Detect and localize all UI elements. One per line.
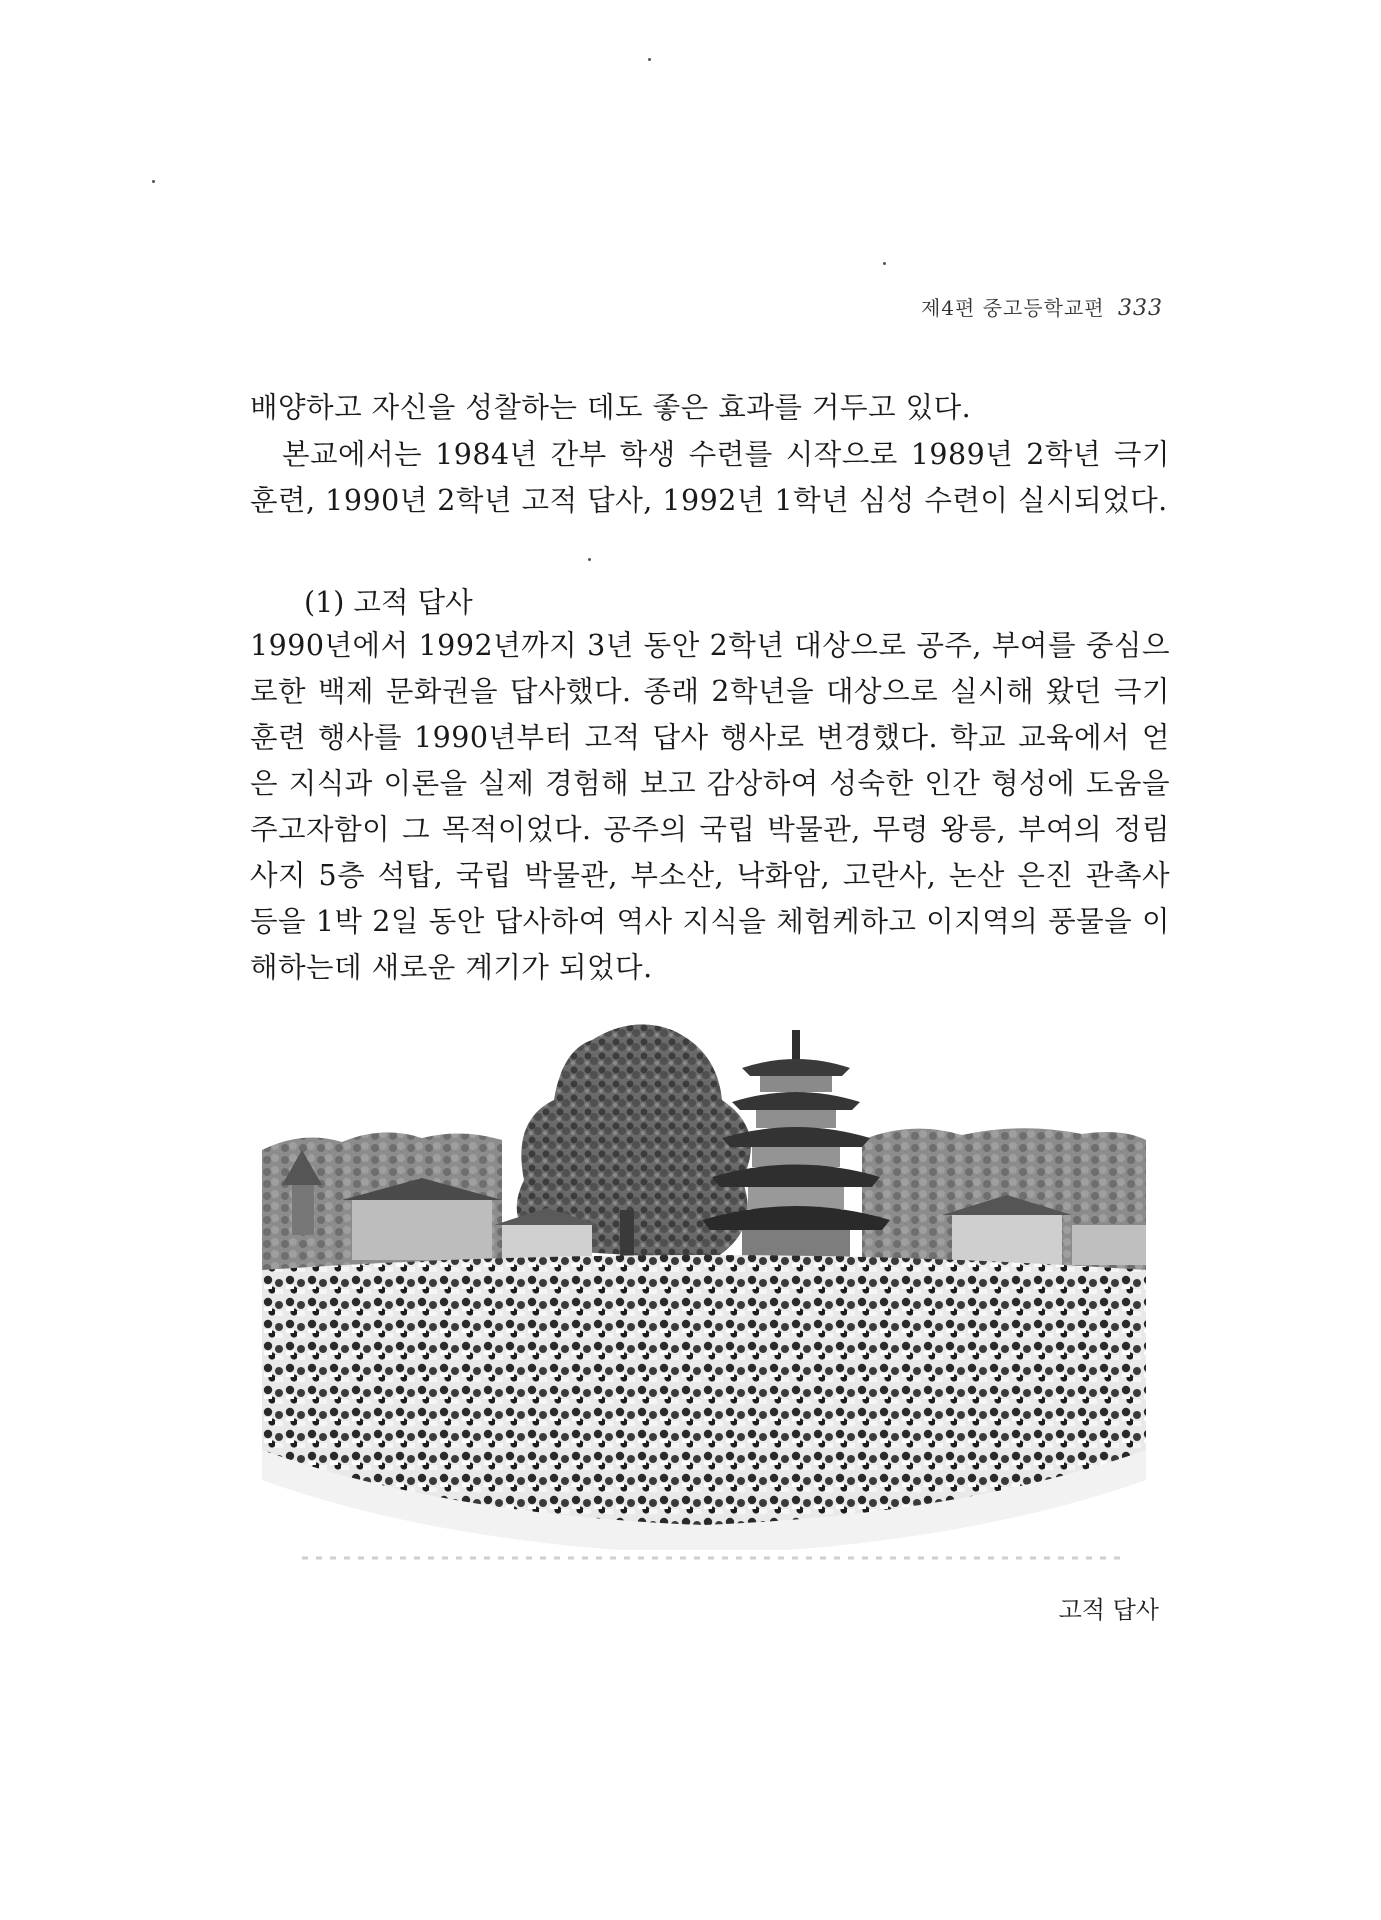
- running-header: [921, 292, 1163, 321]
- field-trip-photo: [262, 1010, 1146, 1572]
- paragraph-continuation: 배양하고 자신을 성찰하는 데도 좋은 효과를 거두고 있다.: [250, 391, 972, 424]
- section-title: 제4편 중고등학교편: [920, 296, 1105, 320]
- paragraph-field-trip: 1990년에서 1992년까지 3년 동안 2학년 대상으로 공주, 부여를 중심으로한 백제 문화권을 답사했다. 종래 2학년을 대상으로 실시해 왔던 극기훈련 행사를 1990년부터 고적 답사 행사로 변경했다. 학교 교육에서 얻은 지식과 이론을 실제 경험해 보고 감상하여 성숙한 인간 형성에 도움을 주고자함이 그 목적이었다. 공주의 국립 박물관, 무령 왕릉, 부여의 정림 사지 5층 석탑, 국립 박물관, 부소산, 낙화암, 고란사, 논산 은진 관촉사 등을 1박 2일 동안 답사하여 역사 지식을 체험케하고 이지역의 풍물을 이해하는데 새로운 계기가 되었다.: [250, 629, 1170, 984]
- scan-speck: [648, 58, 651, 61]
- pagoda-crowd-image: [262, 1010, 1146, 1572]
- scan-speck: [883, 262, 886, 265]
- scan-speck: [152, 180, 155, 183]
- paragraph-training-history: 본교에서는 1984년 간부 학생 수련를 시작으로 1989년 2학년 극기훈련, 1990년 2학년 고적 답사, 1992년 1학년 심성 수련이 실시되었다.: [250, 438, 1170, 517]
- scan-speck: [588, 558, 591, 561]
- page-number: 333: [1118, 296, 1163, 321]
- photo-caption: 고적 답사: [1058, 1596, 1159, 1624]
- section-heading: (1) 고적 답사: [304, 586, 473, 619]
